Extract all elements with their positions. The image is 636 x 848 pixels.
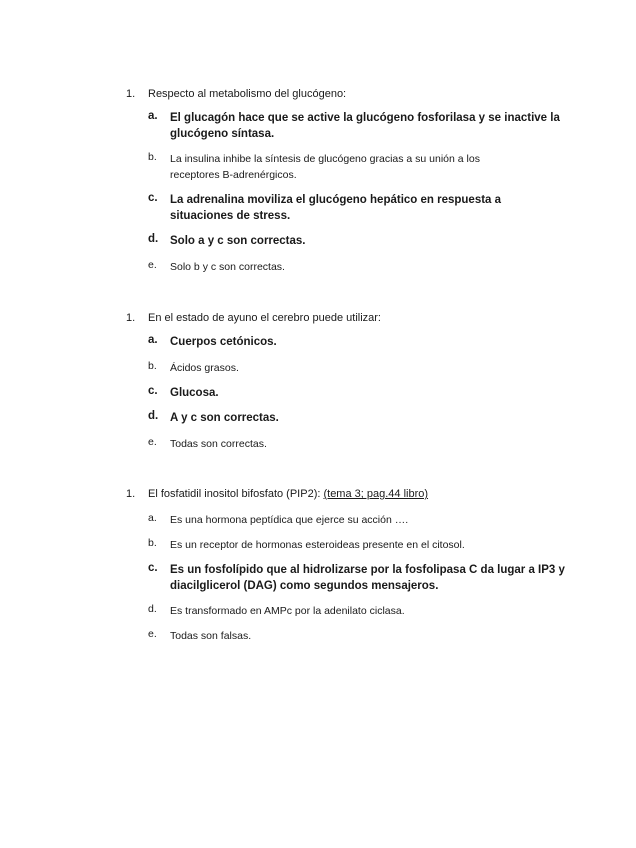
option-letter: a. bbox=[148, 110, 158, 122]
option-text bbox=[170, 537, 560, 553]
option-line: Es un fosfolípido que al hidrolizarse por la fosfolipasa C da lugar a IP3 y bbox=[170, 564, 565, 576]
option-text bbox=[170, 110, 560, 142]
question-reference: (tema 3; pag.44 libro) bbox=[323, 488, 429, 500]
option-line: diacilglicerol (DAG) como segundos mensajeros. bbox=[170, 580, 439, 592]
option-line: Es transformado en AMPc por la adenilato ciclasa. bbox=[170, 605, 405, 617]
option-text bbox=[170, 512, 560, 528]
question-2 bbox=[0, 310, 636, 450]
question-text: En el estado de ayuno el cerebro puede utilizar: bbox=[148, 312, 381, 324]
question-header bbox=[0, 86, 636, 102]
option-letter: b. bbox=[148, 151, 157, 163]
option-line: Es una hormona peptídica que ejerce su acción …. bbox=[170, 514, 409, 526]
question-header bbox=[0, 486, 636, 502]
question-number: 1. bbox=[126, 88, 136, 100]
question-text bbox=[148, 486, 428, 502]
option-line: glucógeno síntasa. bbox=[170, 128, 275, 140]
option-line: Todas son correctas. bbox=[170, 438, 267, 450]
option-text bbox=[170, 385, 560, 401]
option-letter: c. bbox=[148, 385, 158, 397]
option-line: Cuerpos cetónicos. bbox=[170, 336, 277, 348]
option-letter: d. bbox=[148, 603, 157, 615]
option-text bbox=[170, 233, 560, 249]
option-text bbox=[170, 603, 560, 619]
question-number: 1. bbox=[126, 312, 136, 324]
option-letter: a. bbox=[148, 334, 158, 346]
option-text bbox=[170, 628, 560, 644]
option-line: El glucagón hace que se active la glucógeno fosforilasa y se inactive la bbox=[170, 112, 560, 124]
option-line: La insulina inhibe la síntesis de glucógeno gracias a su unión a los bbox=[170, 153, 480, 165]
option-text bbox=[170, 436, 560, 452]
option-line: La adrenalina moviliza el glucógeno hepático en respuesta a bbox=[170, 194, 502, 206]
question-text-main: El fosfatidil inositol bifosfato (PIP2): bbox=[148, 488, 324, 500]
option-text bbox=[170, 334, 560, 350]
option-letter: d. bbox=[148, 410, 159, 422]
option-letter: b. bbox=[148, 360, 157, 372]
option-letter: e. bbox=[148, 628, 157, 640]
option-text bbox=[170, 410, 560, 426]
option-letter: e. bbox=[148, 436, 157, 448]
option-line: Todas son falsas. bbox=[170, 630, 252, 642]
question-header bbox=[0, 310, 636, 326]
option-text bbox=[170, 360, 560, 376]
option-line: A y c son correctas. bbox=[170, 412, 279, 424]
option-text bbox=[170, 562, 565, 594]
option-text bbox=[170, 259, 560, 275]
option-line: Solo b y c son correctas. bbox=[170, 261, 285, 273]
option-letter: c. bbox=[148, 192, 158, 204]
option-line: Solo a y c son correctas. bbox=[170, 235, 306, 247]
option-text bbox=[170, 192, 560, 224]
option-line: Glucosa. bbox=[170, 387, 219, 399]
question-text: Respecto al metabolismo del glucógeno: bbox=[148, 88, 347, 100]
option-line: Es un receptor de hormonas esteroideas presente en el citosol. bbox=[170, 539, 465, 551]
option-letter: d. bbox=[148, 233, 159, 245]
option-letter: a. bbox=[148, 512, 157, 524]
option-letter: c. bbox=[148, 562, 158, 574]
question-number: 1. bbox=[126, 488, 136, 500]
option-text bbox=[170, 151, 560, 183]
option-line: situaciones de stress. bbox=[170, 210, 291, 222]
option-letter: b. bbox=[148, 537, 157, 549]
question-1 bbox=[0, 86, 636, 273]
option-line: Ácidos grasos. bbox=[170, 362, 239, 374]
question-3 bbox=[0, 486, 636, 642]
option-line: receptores Β-adrenérgicos. bbox=[170, 169, 297, 181]
option-letter: e. bbox=[148, 259, 157, 271]
